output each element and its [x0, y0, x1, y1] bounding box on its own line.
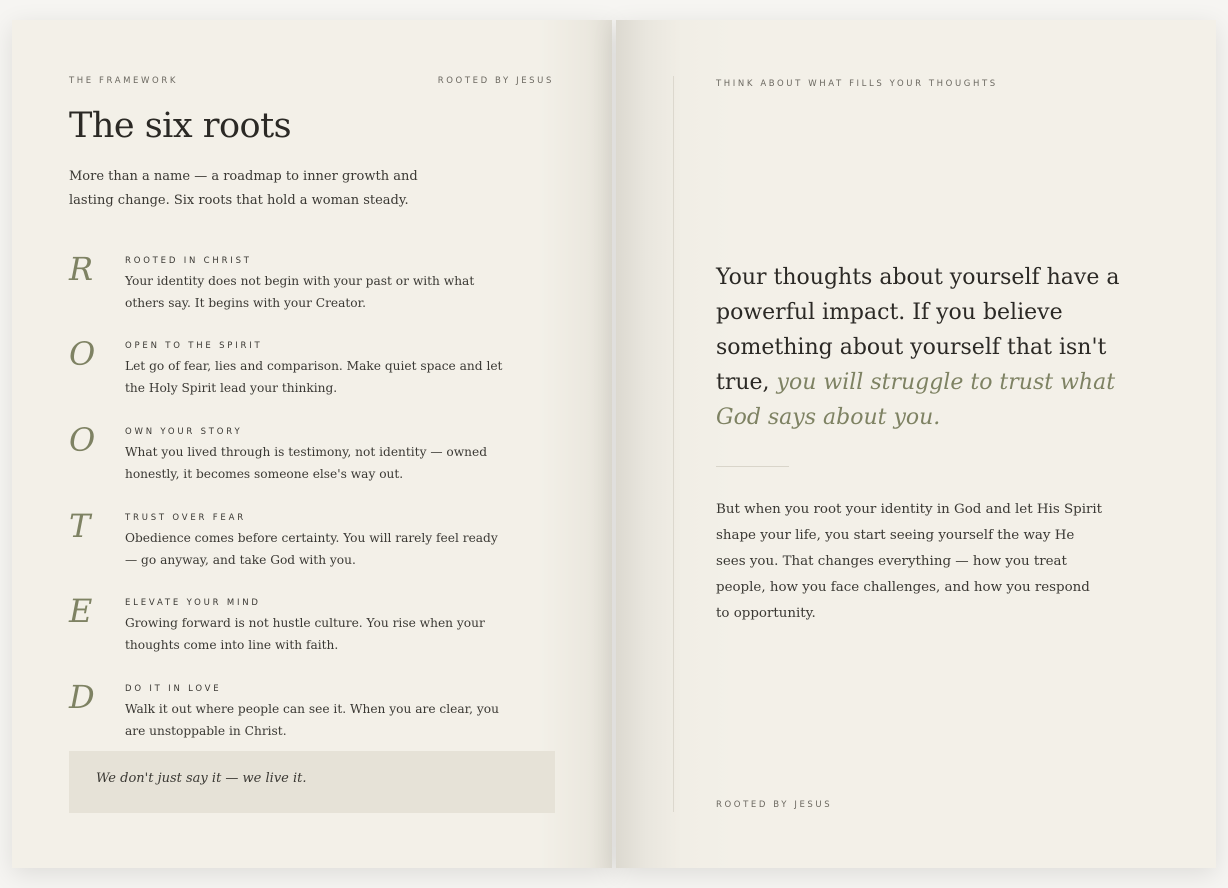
root-description: Let go of fear, lies and comparison. Make quiet space and let the Holy Spirit lead your thinking. [125, 359, 503, 395]
pull-quote-emphasis: you will struggle to trust what God says about you. [716, 370, 1116, 430]
root-description: Your identity does not begin with your past or with what others say. It begins with your Creator. [125, 274, 475, 310]
root-label: ROOTED IN CHRIST [125, 256, 252, 266]
pull-quote [716, 260, 1126, 435]
root-letter: T [69, 507, 91, 545]
margin-rule [673, 76, 674, 812]
root-item-elevate-your-mind [69, 592, 509, 678]
running-header: ROOTED BY JESUS [437, 76, 554, 86]
quote-text: We don't just say it — we live it. [96, 771, 307, 786]
root-item-trust-over-fear [69, 507, 509, 593]
root-description: Obedience comes before certainty. You will rarely feel ready — go anyway, and take God with you. [125, 531, 498, 567]
page-title: The six roots [69, 106, 292, 146]
body-text: But when you root your identity in God and let His Spirit shape your life, you start seeing yourself the way He sees you. That changes everything — how you treat people, how you face challenges, and how you respond to opportunity. [716, 502, 1103, 621]
root-label: TRUST OVER FEAR [125, 513, 246, 523]
root-label: OPEN TO THE SPIRIT [125, 341, 263, 351]
section-eyebrow: THINK ABOUT WHAT FILLS YOUR THOUGHTS [716, 79, 998, 89]
root-label: DO IT IN LOVE [125, 684, 222, 694]
quote-box [69, 751, 555, 813]
root-label: ELEVATE YOUR MIND [125, 598, 261, 608]
page-footer: ROOTED BY JESUS [716, 800, 833, 810]
root-item-rooted-in-christ [69, 250, 509, 336]
root-description: Walk it out where people can see it. When you are clear, you are unstoppable in Christ. [125, 702, 499, 738]
pull-quote-main: Your thoughts about yourself have a powerful impact. If you believe something about yourself that isn't true, [716, 265, 1120, 395]
section-eyebrow: THE FRAMEWORK [69, 76, 179, 86]
root-letter: R [69, 250, 94, 288]
root-letter: E [69, 592, 93, 630]
root-letter: O [69, 421, 96, 459]
root-letter: O [69, 335, 96, 373]
root-description: What you lived through is testimony, not identity — owned honestly, it becomes someone else's way out. [125, 445, 488, 481]
left-page [12, 20, 612, 868]
root-item-own-your-story [69, 421, 509, 507]
divider [716, 466, 789, 467]
right-page [616, 20, 1216, 868]
root-label: OWN YOUR STORY [125, 427, 243, 437]
root-item-open-to-the-spirit [69, 335, 509, 421]
root-description: Growing forward is not hustle culture. You rise when your thoughts come into line with faith. [125, 616, 485, 652]
root-letter: D [69, 678, 95, 716]
intro-text: More than a name — a roadmap to inner growth and lasting change. Six roots that hold a woman steady. [69, 169, 418, 208]
